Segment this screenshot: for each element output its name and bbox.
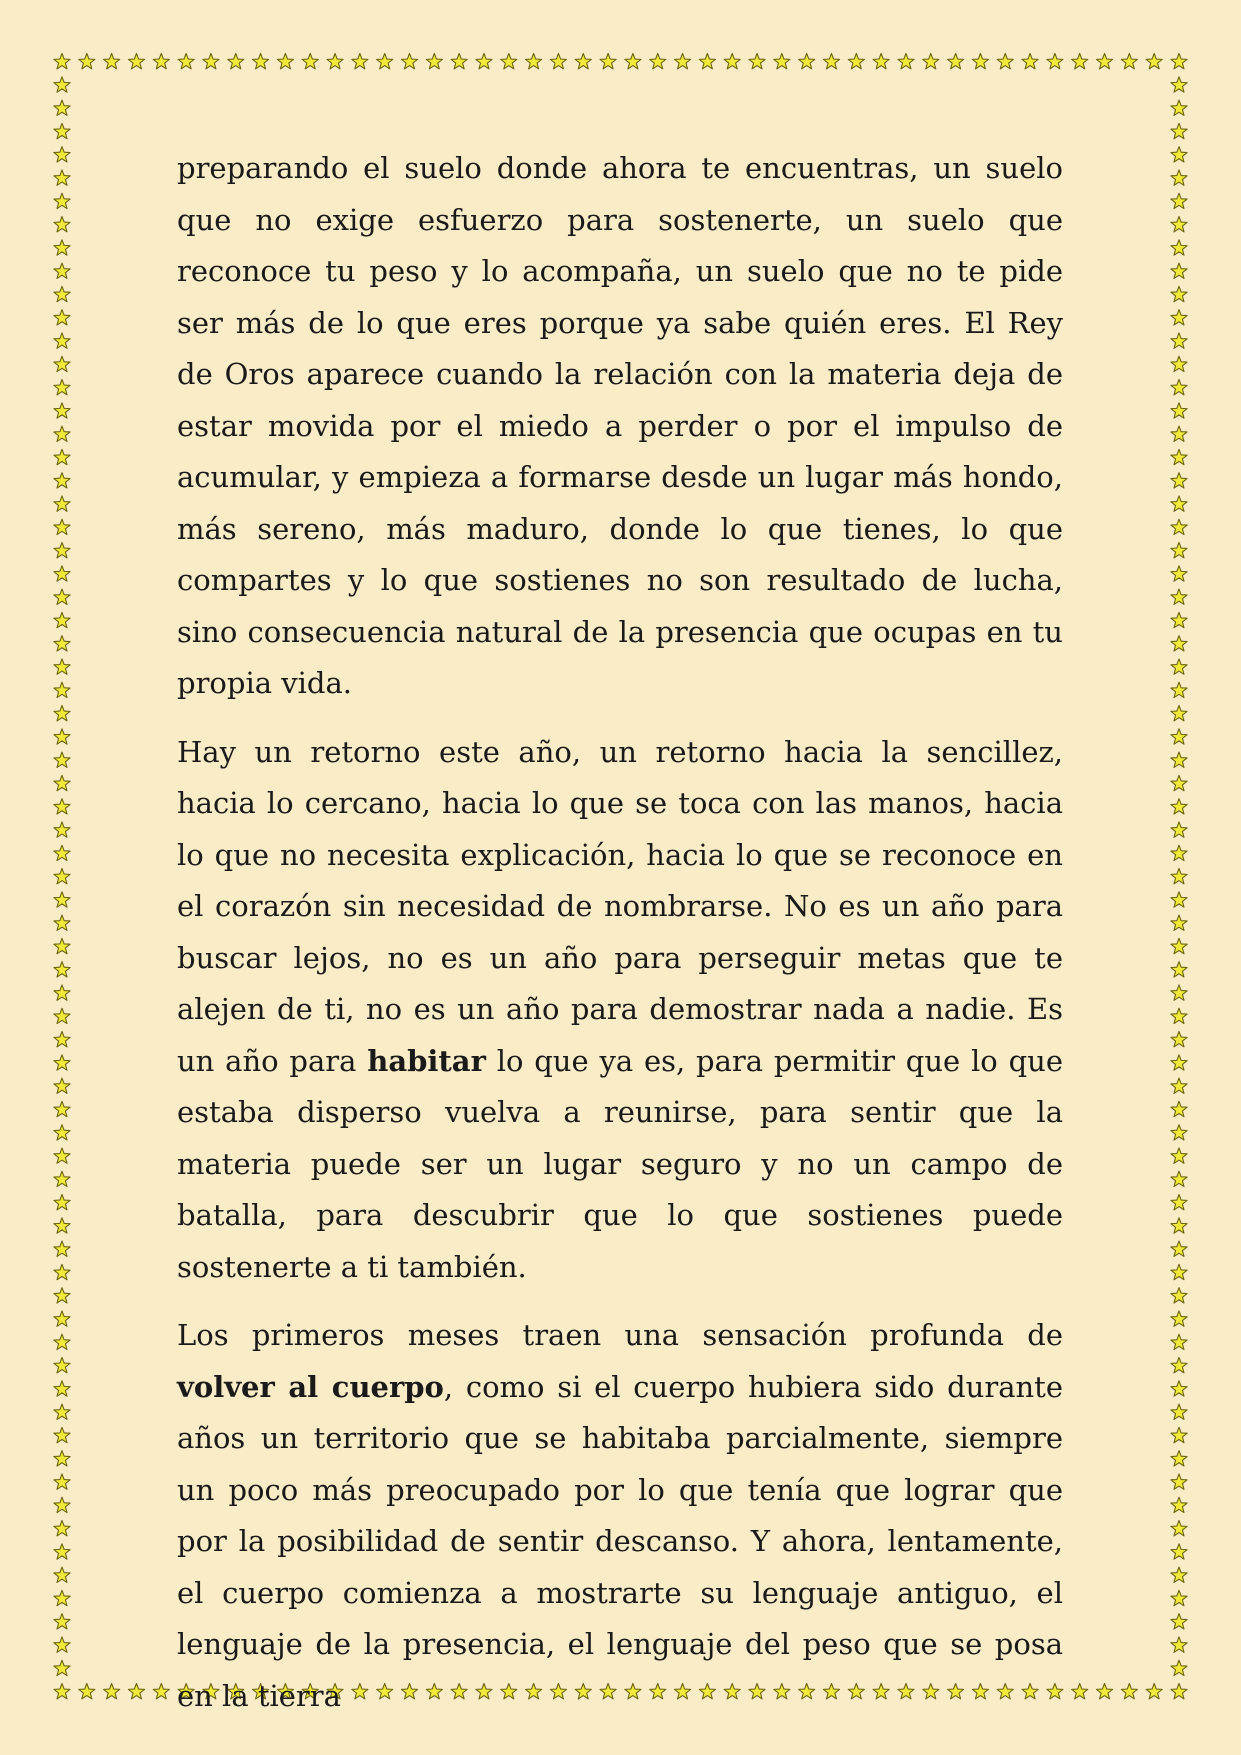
star-icon [1171, 1474, 1187, 1489]
star-icon [1171, 496, 1187, 511]
star-icon [526, 54, 542, 69]
paragraph-3-text-b: , como si el cuerpo hubiera sido durante años un territorio que se habitaba parcialmente, siempre un poco más preocupado por lo que tenía que lograr que por la posibilidad de sentir descanso. Y ahora, lentamente, el cuerpo comienza a mostrarte su lenguaje antiguo, el lenguaje de la presencia, el lenguaje del peso que se posa en la tierra [177, 1369, 1063, 1713]
star-icon [104, 1684, 120, 1699]
star-icon [799, 54, 815, 69]
star-icon [1171, 1637, 1187, 1652]
star-icon [54, 356, 70, 371]
star-icon [54, 962, 70, 977]
star-icon [1171, 519, 1187, 534]
star-icon [1171, 356, 1187, 371]
star-icon [54, 1311, 70, 1326]
star-icon [54, 496, 70, 511]
star-icon [823, 54, 839, 69]
star-icon [54, 1404, 70, 1419]
star-icon [1171, 170, 1187, 185]
star-icon [203, 54, 219, 69]
star-icon [54, 449, 70, 464]
star-icon [54, 1218, 70, 1233]
star-icon [54, 682, 70, 697]
star-icon [54, 589, 70, 604]
star-icon [54, 519, 70, 534]
star-icon [54, 1567, 70, 1582]
star-icon [54, 1660, 70, 1675]
star-icon [54, 54, 70, 69]
star-icon [1171, 1241, 1187, 1256]
star-icon [1171, 775, 1187, 790]
star-icon [54, 799, 70, 814]
star-icon [1171, 426, 1187, 441]
star-icon [1171, 962, 1187, 977]
star-icon [1072, 1684, 1088, 1699]
star-icon [352, 54, 368, 69]
star-icon [1171, 752, 1187, 767]
star-icon [674, 54, 690, 69]
star-icon [1171, 100, 1187, 115]
star-icon [1171, 1264, 1187, 1279]
star-icon [128, 1684, 144, 1699]
star-icon [1096, 54, 1112, 69]
emphasis-habitar: habitar [367, 1043, 486, 1078]
star-icon [377, 54, 393, 69]
star-icon [1171, 1684, 1187, 1699]
star-icon [600, 54, 616, 69]
star-icon [54, 123, 70, 138]
paragraph-3 [177, 1310, 1063, 1722]
star-icon [54, 1614, 70, 1629]
star-icon [153, 1684, 169, 1699]
star-icon [1171, 1381, 1187, 1396]
star-icon [327, 54, 343, 69]
star-icon [54, 426, 70, 441]
star-icon [1171, 822, 1187, 837]
star-icon [54, 1148, 70, 1163]
star-icon [1171, 1288, 1187, 1303]
star-icon [54, 1334, 70, 1349]
star-icon [54, 263, 70, 278]
star-icon [104, 54, 120, 69]
star-icon [724, 54, 740, 69]
star-icon [54, 985, 70, 1000]
star-icon [575, 54, 591, 69]
star-icon [1171, 1334, 1187, 1349]
star-icon [1171, 380, 1187, 395]
star-icon [1171, 240, 1187, 255]
star-icon [401, 54, 417, 69]
star-icon [1171, 123, 1187, 138]
star-icon [1171, 1101, 1187, 1116]
star-icon [1171, 985, 1187, 1000]
star-icon [1171, 1404, 1187, 1419]
star-icon [54, 1637, 70, 1652]
star-icon [550, 54, 566, 69]
star-icon [54, 333, 70, 348]
star-icon [1171, 1171, 1187, 1186]
paragraph-2 [177, 727, 1063, 1294]
star-icon [54, 1497, 70, 1512]
star-icon [277, 54, 293, 69]
star-icon [54, 1078, 70, 1093]
star-icon [54, 612, 70, 627]
star-icon [54, 1032, 70, 1047]
paragraph-1 [177, 143, 1063, 710]
star-icon [1171, 706, 1187, 721]
star-icon [1171, 1148, 1187, 1163]
star-icon [1171, 845, 1187, 860]
star-icon [1171, 636, 1187, 651]
star-icon [1171, 1567, 1187, 1582]
star-icon [1171, 892, 1187, 907]
star-icon [54, 1241, 70, 1256]
star-icon [1171, 193, 1187, 208]
star-icon [1171, 1218, 1187, 1233]
star-icon [1146, 1684, 1162, 1699]
star-icon [252, 54, 268, 69]
star-icon [1171, 1055, 1187, 1070]
star-icon [54, 636, 70, 651]
star-icon [1171, 77, 1187, 92]
star-icon [1096, 1684, 1112, 1699]
star-icon [54, 403, 70, 418]
star-icon [1171, 612, 1187, 627]
star-icon [1171, 263, 1187, 278]
star-icon [1072, 54, 1088, 69]
star-icon [426, 54, 442, 69]
star-icon [54, 659, 70, 674]
star-icon [898, 54, 914, 69]
star-icon [774, 54, 790, 69]
star-icon [54, 1684, 70, 1699]
star-icon [1171, 217, 1187, 232]
star-icon [997, 54, 1013, 69]
star-icon [54, 240, 70, 255]
star-icon [54, 938, 70, 953]
star-icon [54, 892, 70, 907]
star-icon [54, 1195, 70, 1210]
star-icon [650, 54, 666, 69]
star-icon [54, 1381, 70, 1396]
star-icon [1022, 54, 1038, 69]
star-icon [1171, 473, 1187, 488]
star-icon [1171, 1544, 1187, 1559]
star-icon [1171, 1660, 1187, 1675]
star-icon [54, 775, 70, 790]
star-icon [302, 54, 318, 69]
star-icon [128, 54, 144, 69]
star-icon [54, 869, 70, 884]
star-icon [625, 54, 641, 69]
star-icon [54, 170, 70, 185]
star-icon [1171, 915, 1187, 930]
star-icon [54, 543, 70, 558]
star-icon [54, 77, 70, 92]
star-icon [54, 706, 70, 721]
star-icon [54, 752, 70, 767]
star-icon [1171, 1032, 1187, 1047]
star-icon [1047, 54, 1063, 69]
star-icon [1171, 659, 1187, 674]
star-icon [1171, 566, 1187, 581]
star-icon [79, 54, 95, 69]
star-icon [1171, 1427, 1187, 1442]
star-icon [1121, 54, 1137, 69]
star-icon [54, 1451, 70, 1466]
paragraph-1-text: preparando el suelo donde ahora te encuentras, un suelo que no exige esfuerzo para sostenerte, un suelo que reconoce tu peso y lo acompaña, un suelo que no te pide ser más de lo que eres porque ya sabe quién eres. El Rey de Oros aparece cuando la relación con la materia deja de estar movida por el miedo a perder o por el impulso de acumular, y empieza a formarse desde un lugar más hondo, más sereno, más maduro, donde lo que tienes, lo que compartes y lo que sostienes no son resultado de lucha, sino consecuencia natural de la presencia que ocupas en tu propia vida. [177, 151, 1063, 700]
star-icon [501, 54, 517, 69]
star-icon [1171, 938, 1187, 953]
star-icon [54, 1358, 70, 1373]
star-icon [54, 1008, 70, 1023]
star-icon [54, 845, 70, 860]
star-icon [1171, 1521, 1187, 1536]
star-icon [54, 1264, 70, 1279]
star-icon [699, 54, 715, 69]
star-icon [153, 54, 169, 69]
star-icon [54, 193, 70, 208]
star-icon [1171, 1358, 1187, 1373]
star-icon [54, 1101, 70, 1116]
star-icon [1171, 1008, 1187, 1023]
star-icon [1171, 729, 1187, 744]
star-icon [1171, 1614, 1187, 1629]
star-icon [1146, 54, 1162, 69]
star-icon [948, 54, 964, 69]
paragraph-2-text-a: Hay un retorno este año, un retorno hacia la sencillez, hacia lo cercano, hacia lo que se toca con las manos, hacia lo que no necesita explicación, hacia lo que se reconoce en el corazón sin necesidad de nombrarse. No es un año para buscar lejos, no es un año para perseguir metas que te alejen de ti, no es un año para demostrar nada a nadie. Es un año para [177, 734, 1063, 1078]
star-icon [1171, 869, 1187, 884]
star-icon [1171, 543, 1187, 558]
star-icon [54, 915, 70, 930]
star-icon [923, 54, 939, 69]
star-icon [476, 54, 492, 69]
star-icon [1171, 1497, 1187, 1512]
star-icon [1171, 589, 1187, 604]
star-icon [1171, 1590, 1187, 1605]
star-icon [54, 286, 70, 301]
star-icon [451, 54, 467, 69]
star-icon [1171, 310, 1187, 325]
star-icon [54, 1288, 70, 1303]
star-icon [54, 217, 70, 232]
star-icon [1171, 1078, 1187, 1093]
star-icon [1171, 286, 1187, 301]
star-icon [54, 1474, 70, 1489]
star-icon [54, 1171, 70, 1186]
star-icon [54, 1590, 70, 1605]
star-icon [1171, 1125, 1187, 1140]
star-icon [1121, 1684, 1137, 1699]
star-icon [749, 54, 765, 69]
star-icon [1171, 403, 1187, 418]
star-icon [54, 473, 70, 488]
star-icon [54, 822, 70, 837]
star-icon [1171, 147, 1187, 162]
star-icon [1171, 799, 1187, 814]
star-icon [1171, 1451, 1187, 1466]
star-icon [972, 54, 988, 69]
star-icon [54, 1544, 70, 1559]
star-icon [178, 54, 194, 69]
star-icon [54, 566, 70, 581]
emphasis-volver-al-cuerpo: volver al cuerpo [177, 1369, 444, 1404]
body-text [177, 143, 1063, 1739]
star-icon [54, 147, 70, 162]
star-icon [1171, 449, 1187, 464]
star-icon [228, 54, 244, 69]
star-icon [54, 1125, 70, 1140]
star-icon [1171, 682, 1187, 697]
star-icon [54, 100, 70, 115]
star-icon [54, 1055, 70, 1070]
star-icon [848, 54, 864, 69]
paragraph-2-text-b: lo que ya es, para permitir que lo que estaba disperso vuelva a reunirse, para sentir que la materia puede ser un lugar seguro y no un campo de batalla, para descubrir que lo que sostienes puede sostenerte a ti también. [177, 1043, 1063, 1284]
star-icon [54, 729, 70, 744]
star-icon [54, 380, 70, 395]
star-icon [1171, 1195, 1187, 1210]
paragraph-3-text-a: Los primeros meses traen una sensación profunda de [177, 1318, 1063, 1352]
star-icon [1171, 1311, 1187, 1326]
star-icon [54, 1427, 70, 1442]
star-icon [1171, 333, 1187, 348]
star-icon [1171, 54, 1187, 69]
star-icon [54, 1521, 70, 1536]
star-icon [54, 310, 70, 325]
star-icon [873, 54, 889, 69]
star-icon [79, 1684, 95, 1699]
